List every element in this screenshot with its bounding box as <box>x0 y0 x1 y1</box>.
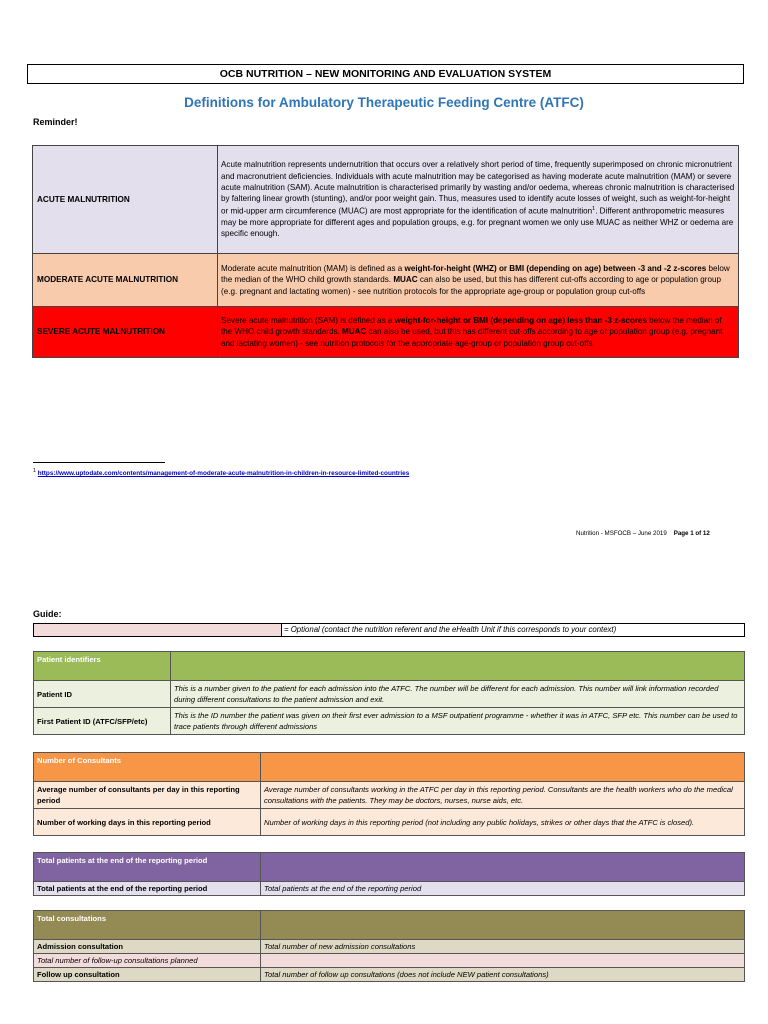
table-row <box>34 882 745 896</box>
section-header-fill <box>261 753 745 782</box>
table-row <box>34 940 745 954</box>
row-label: Follow up consultation <box>34 968 261 982</box>
total-patients-table <box>33 852 745 896</box>
row-description: Total number of new admission consultations <box>261 940 745 954</box>
section-header: Total consultations <box>34 911 261 940</box>
table-row <box>34 809 745 836</box>
guide-legend <box>33 623 745 637</box>
row-label: Total patients at the end of the reporting period <box>34 882 261 896</box>
section-header: Number of Consultants <box>34 753 261 782</box>
mam-definition: Moderate acute malnutrition (MAM) is defined as a weight-for-height (WHZ) or BMI (depending on age) between -3 and -2 z-scores below the median of the WHO child growth standards. MUAC can also be used, but this has different cut-offs according to age or population group (e.g. pregnant and lactating women) - see nutrition protocols for the appropriate age-group or population group cut-offs <box>218 254 739 307</box>
table-row <box>34 954 745 968</box>
table-header-row <box>34 753 745 782</box>
page-number: Page 1 of 12 <box>673 530 710 537</box>
acute-definition: Acute malnutrition represents undernutrition that occurs over a relatively short period of time, frequently superimposed on chronic micronutrient and macronutrient deficiencies. Individuals with acute malnutrition may be categorised as having moderate acute malnutrition (MAM) or severe acute malnutrition (SAM). Acute malnutrition is characterised primarily by wasting and/or oedema, whereas chronic malnutrition is characterised by faltering linear growth (stunting), and/or poor weight gain. Thus, measures used to identify acute losses of weight, such as weight-for-height or mid-upper arm circumference (MUAC) are most appropriate for the identification of acute malnutrition$^1$. Different anthropometric measures may be more appropriate for different ages and population groups, e.g. for pregnant women we only use MUAC as neither WHZ or oedema are specific enough. <box>218 146 739 254</box>
section-header: Patient identifiers <box>34 652 171 681</box>
footnote-number: 1 <box>33 468 36 474</box>
definition-row-mam <box>33 254 739 307</box>
guide-label: Guide: <box>33 609 62 619</box>
section-header-fill <box>261 853 745 882</box>
total-consultations-table <box>33 910 745 982</box>
definition-row-sam <box>33 307 739 358</box>
table-row <box>34 782 745 809</box>
row-label: Total number of follow-up consultations planned <box>34 954 261 968</box>
row-label: First Patient ID (ATFC/SFP/etc) <box>34 708 171 735</box>
page-subtitle: Definitions for Ambulatory Therapeutic Feeding Centre (ATFC) <box>184 95 584 110</box>
consultants-table <box>33 752 745 836</box>
sam-definition: Severe acute malnutrition (SAM) is defined as a weight-for-height or BMI (depending on age) less than -3 z-scores below the median of the WHO child growth standards. MUAC can also be used, but this has different cut-offs according to age or population group (e.g. pregnant and lactating women) - see nutrition protocols for the appropriate age-group or population group cut-offs <box>218 307 739 358</box>
reminder-label: Reminder! <box>33 117 78 127</box>
row-label: Number of working days in this reporting period <box>34 809 261 836</box>
optional-color-swatch <box>34 624 282 636</box>
table-header-row <box>34 911 745 940</box>
row-description <box>261 954 745 968</box>
table-header-row <box>34 652 745 681</box>
page-footer <box>576 530 710 537</box>
definitions-table <box>32 145 739 358</box>
footer-text: Nutrition - MSFOCB – June 2019 <box>576 530 667 537</box>
row-description: This is a number given to the patient for each admission into the ATFC. The number will be different for each admission. This number will link information recorded during different consultations to the patient admission and exit. <box>171 681 745 708</box>
row-description: Average number of consultants working in the ATFC per day in this reporting period. Consultants are the health workers who do the medical consultations with the patients. They may be doctors, nurses, nurse aids, etc. <box>261 782 745 809</box>
patient-identifiers-table <box>33 651 745 735</box>
row-label: Patient ID <box>34 681 171 708</box>
section-header: Total patients at the end of the reporting period <box>34 853 261 882</box>
table-header-row <box>34 853 745 882</box>
footnote-separator <box>33 462 165 463</box>
row-label: Admission consultation <box>34 940 261 954</box>
footnote-link[interactable]: https://www.uptodate.com/contents/management-of-moderate-acute-malnutrition-in-children-in-resource-limited-countries <box>37 470 410 478</box>
row-description: Number of working days in this reporting period (not including any public holidays, strikes or other days that the ATFC is closed). <box>261 809 745 836</box>
footnote <box>33 468 409 477</box>
sam-label: SEVERE ACUTE MALNUTRITION <box>33 307 218 358</box>
row-description: Total patients at the end of the reporting period <box>261 882 745 896</box>
table-row <box>34 968 745 982</box>
section-header-fill <box>171 652 745 681</box>
row-label: Average number of consultants per day in this reporting period <box>34 782 261 809</box>
row-description: This is the ID number the patient was given on their first ever admission to a MSF outpatient programme - whether it was in ATFC, SFP etc. This number can be used to trace patients through different admissions <box>171 708 745 735</box>
definition-row-acute <box>33 146 739 254</box>
table-row <box>34 681 745 708</box>
section-header-fill <box>261 911 745 940</box>
row-description: Total number of follow up consultations (does not include NEW patient consultations) <box>261 968 745 982</box>
document-title: OCB NUTRITION – NEW MONITORING AND EVALUATION SYSTEM <box>219 68 552 80</box>
table-row <box>34 708 745 735</box>
document-title-box <box>27 64 744 84</box>
mam-label: MODERATE ACUTE MALNUTRITION <box>33 254 218 307</box>
acute-label: ACUTE MALNUTRITION <box>33 146 218 254</box>
optional-legend-text: = Optional (contact the nutrition referent and the eHealth Unit if this corresponds to your context) <box>284 625 617 634</box>
